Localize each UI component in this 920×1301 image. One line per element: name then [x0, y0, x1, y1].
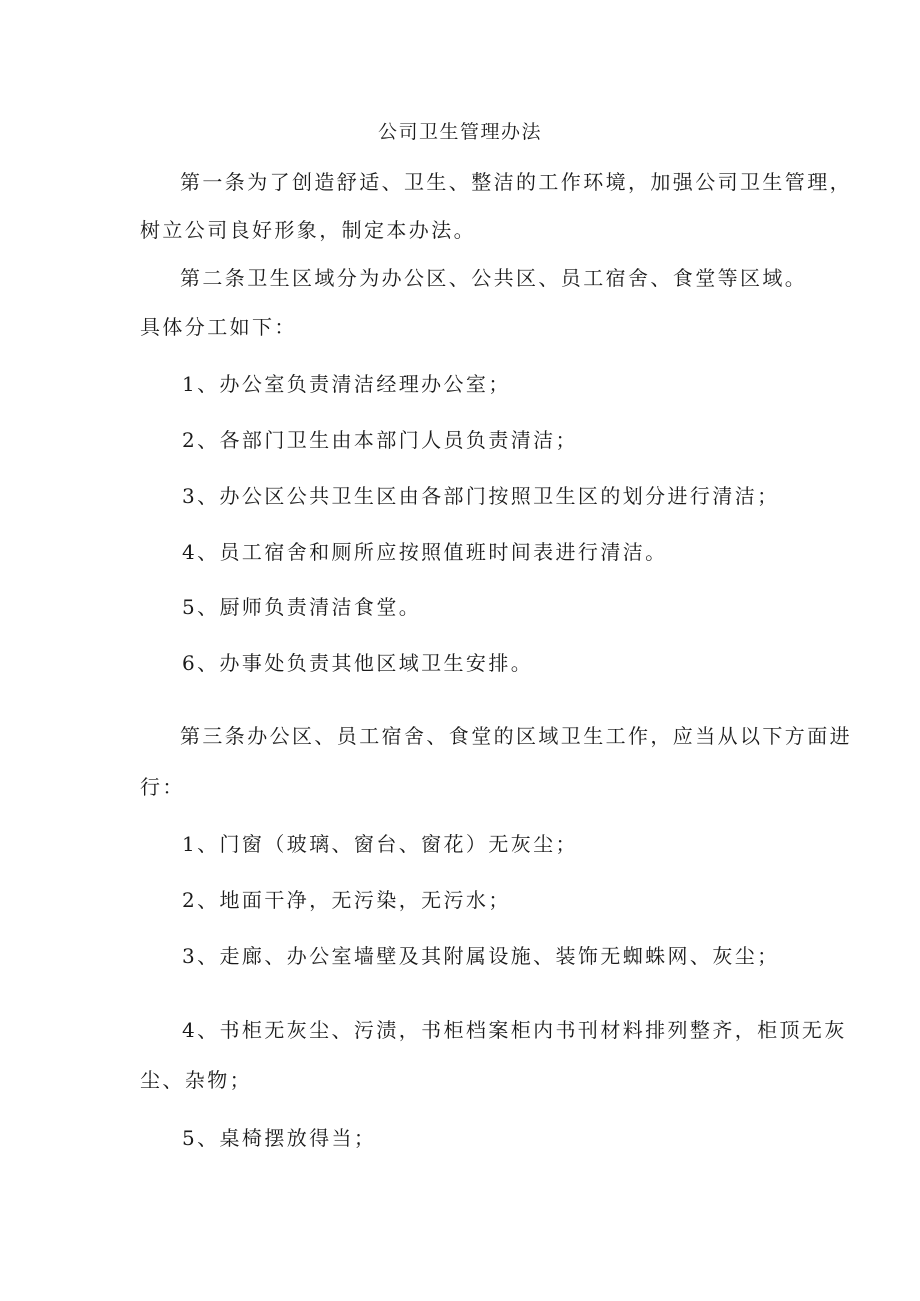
article-3-item-3: 3、走廊、办公室墙壁及其附属设施、装饰无蜘蛛网、灰尘； — [182, 944, 780, 968]
article-2-item-4: 4、员工宿舍和厕所应按照值班时间表进行清洁。 — [182, 540, 668, 564]
article-3-line-2: 行： — [140, 775, 185, 799]
article-3-item-4-line-1: 4、书柜无灰尘、污渍，书柜档案柜内书刊材料排列整齐，柜顶无灰 — [182, 1018, 847, 1042]
article-2-item-5: 5、厨师负责清洁食堂。 — [182, 595, 422, 619]
article-2-item-3: 3、办公区公共卫生区由各部门按照卫生区的划分进行清洁； — [182, 484, 780, 508]
article-2-item-1: 1、办公室负责清洁经理办公室； — [182, 372, 511, 396]
document-title: 公司卫生管理办法 — [377, 121, 542, 143]
article-3-item-4-line-2: 尘、杂物； — [140, 1068, 252, 1092]
article-1-line-2: 树立公司良好形象，制定本办法。 — [140, 218, 476, 242]
article-2-item-6: 6、办事处负责其他区域卫生安排。 — [182, 651, 534, 675]
article-2-line-1: 第二条卫生区域分为办公区、公共区、员工宿舍、食堂等区域。 — [180, 266, 808, 290]
article-2-line-2: 具体分工如下： — [140, 315, 297, 339]
article-2-item-2: 2、各部门卫生由本部门人员负责清洁； — [182, 428, 578, 452]
article-3-item-2: 2、地面干净，无污染，无污水； — [182, 888, 511, 912]
article-3-line-1: 第三条办公区、员工宿舍、食堂的区域卫生工作，应当从以下方面进 — [180, 724, 852, 748]
article-1-line-1: 第一条为了创造舒适、卫生、整洁的工作环境，加强公司卫生管理， — [180, 170, 852, 194]
article-3-item-1: 1、门窗（玻璃、窗台、窗花）无灰尘； — [182, 832, 578, 856]
article-3-item-5: 5、桌椅摆放得当； — [182, 1126, 377, 1150]
